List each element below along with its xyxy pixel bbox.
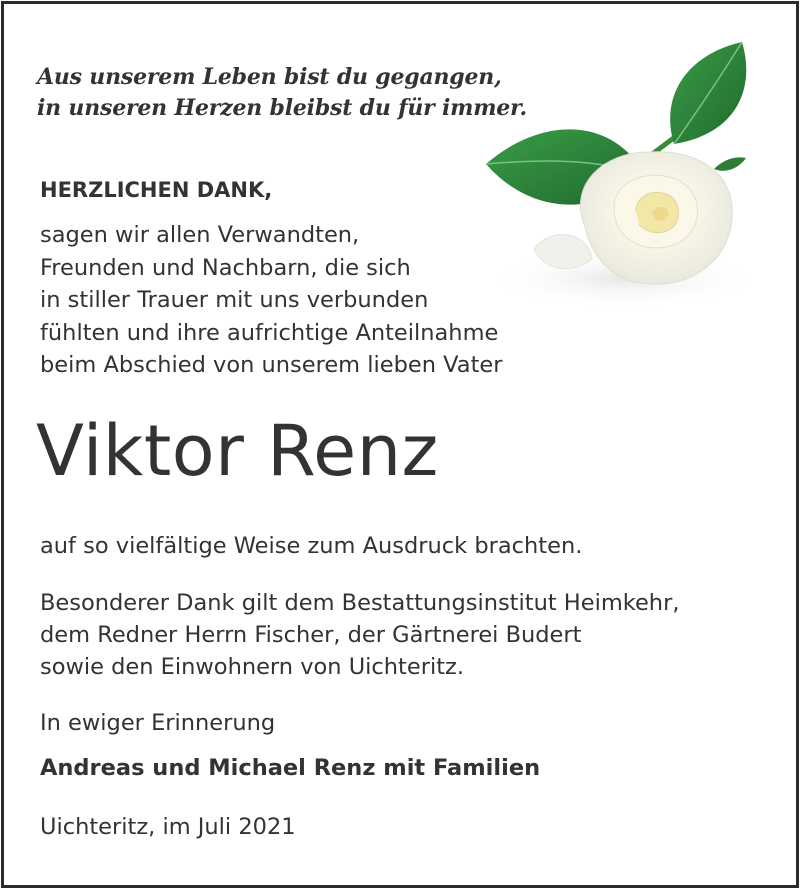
motto xyxy=(37,62,527,124)
memory-line xyxy=(40,707,275,739)
text-line: auf so vielfältige Weise zum Ausdruck brachten. xyxy=(40,533,583,559)
place-date xyxy=(40,811,296,843)
special-thanks xyxy=(40,587,679,683)
thanks-intro xyxy=(40,219,502,382)
text-line: dem Redner Herrn Fischer, der Gärtnerei Budert xyxy=(40,622,582,648)
text-line: in stiller Trauer mit uns verbunden xyxy=(40,287,429,313)
heading: HERZLICHEN DANK, xyxy=(40,178,273,202)
deceased-name: Viktor Renz xyxy=(36,410,439,492)
text-line: sowie den Einwohnern von Uichteritz. xyxy=(40,654,464,680)
text-line: beim Abschied von unserem lieben Vater xyxy=(40,352,503,378)
text-line: In ewiger Erinnerung xyxy=(40,710,276,736)
closing-line xyxy=(40,530,582,562)
text-line: Andreas und Michael Renz mit Familien xyxy=(40,755,541,781)
obituary-card xyxy=(1,1,799,888)
text-line: sagen wir allen Verwandten, xyxy=(40,222,360,248)
text-line: Besonderer Dank gilt dem Bestattungsinstitut Heimkehr, xyxy=(40,590,680,616)
text-line: Uichteritz, im Juli 2021 xyxy=(40,814,296,840)
text-line: fühlten und ihre aufrichtige Anteilnahme xyxy=(40,319,499,346)
text-line: Freunden und Nachbarn, die sich xyxy=(40,254,411,281)
family-signature xyxy=(40,752,540,784)
motto-line: Aus unserem Leben bist du gegangen, xyxy=(37,64,502,90)
motto-line: in unseren Herzen bleibst du für immer. xyxy=(37,95,527,121)
